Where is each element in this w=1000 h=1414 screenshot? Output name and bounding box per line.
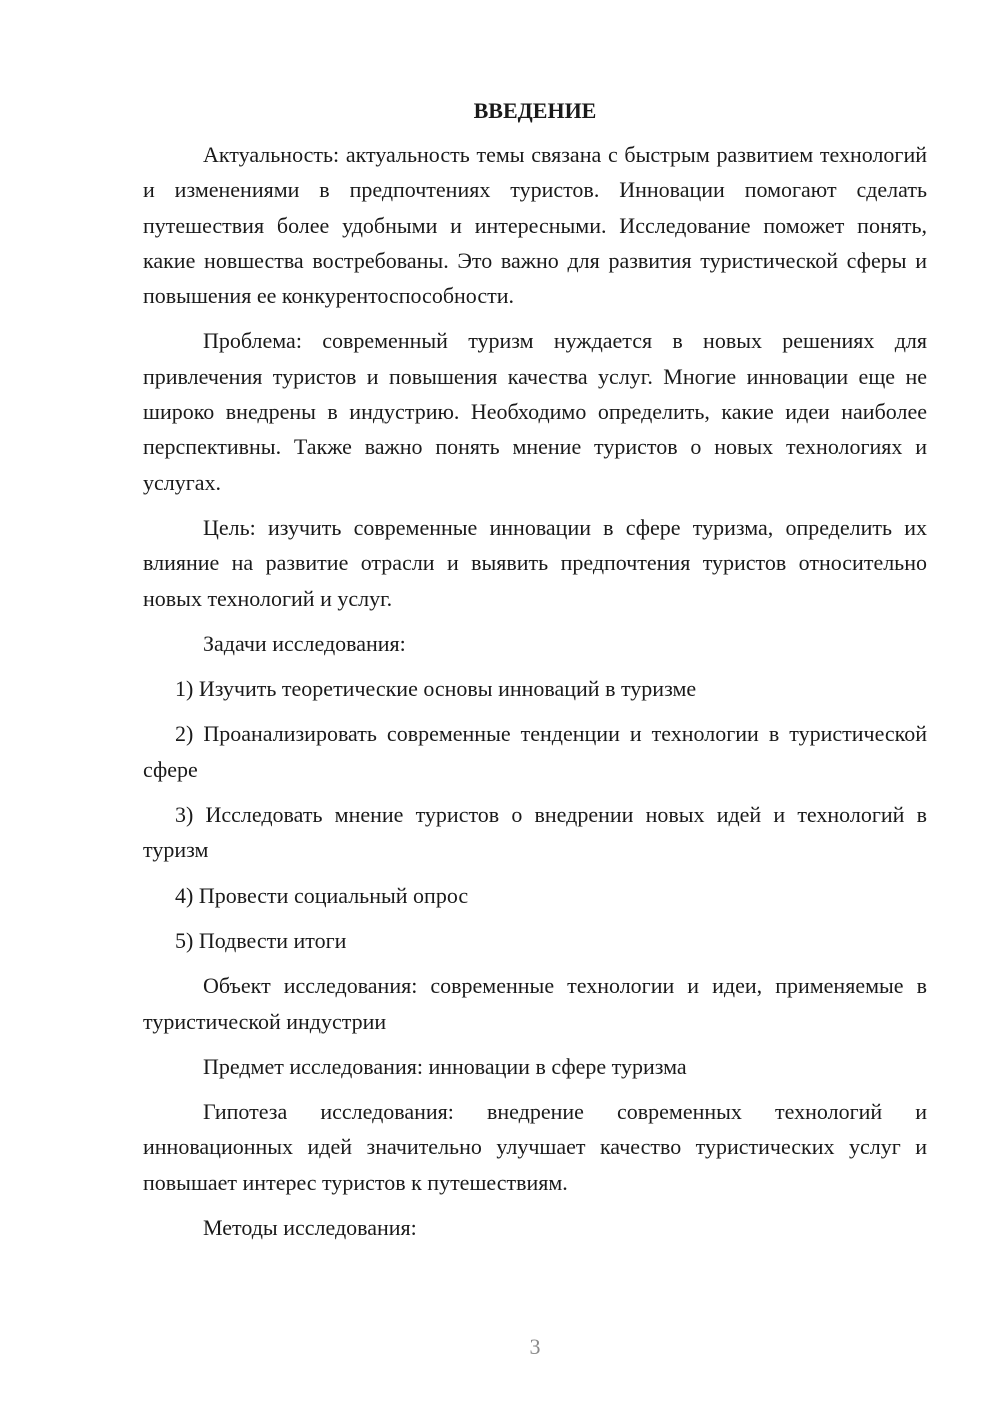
section-title: ВВЕДЕНИЕ [473,98,597,123]
methods-heading: Методы исследования: [203,1215,417,1241]
task-item: 5) Подвести итоги [175,927,347,953]
task-item: 1) Изучить теоретические основы инноваций в туризме [175,676,697,702]
document-page [143,95,927,1255]
task-item: 2) Проанализировать современные тенденции и технологии в туристической сфере [143,721,927,782]
paragraph-goal: Цель: изучить современные инновации в сфере туризма, определить их влияние на развитие отрасли и выявить предпочтения туристов относительно новых технологий и услуг. [143,514,927,611]
task-item: 4) Провести социальный опрос [175,882,469,908]
page-number: 3 [529,1334,541,1359]
task-item: 3) Исследовать мнение туристов о внедрении новых идей и технологий в туризм [143,802,927,863]
paragraph-object: Объект исследования: современные технологии и идеи, применяемые в туристической индустрии [143,973,927,1034]
paragraph-hypothesis: Гипотеза исследования: внедрение современных технологий и инновационных идей значительно улучшает качество туристических услуг и повышает интерес туристов к путешествиям. [143,1099,927,1195]
paragraph-relevance: Актуальность: актуальность темы связана с быстрым развитием технологий и изменениями в предпочтениях туристов. Инновации помогают сделать путешествия более удобными и интересными. Исследование поможет понять, какие новшества востребованы. Это важно для развития туристической сферы и повышения ее конкурентоспособности. [143,142,927,309]
tasks-heading: Задачи исследования: [203,630,406,656]
paragraph-problem: Проблема: современный туризм нуждается в новых решениях для привлечения туристов и повышения качества услуг. Многие инновации еще не широко внедрены в индустрию. Необходимо определить, какие идеи наиболее перспективны. Также важно понять мнение туристов о новых технологиях и услугах. [143,328,927,495]
paragraph-subject: Предмет исследования: инновации в сфере туризма [203,1053,687,1079]
